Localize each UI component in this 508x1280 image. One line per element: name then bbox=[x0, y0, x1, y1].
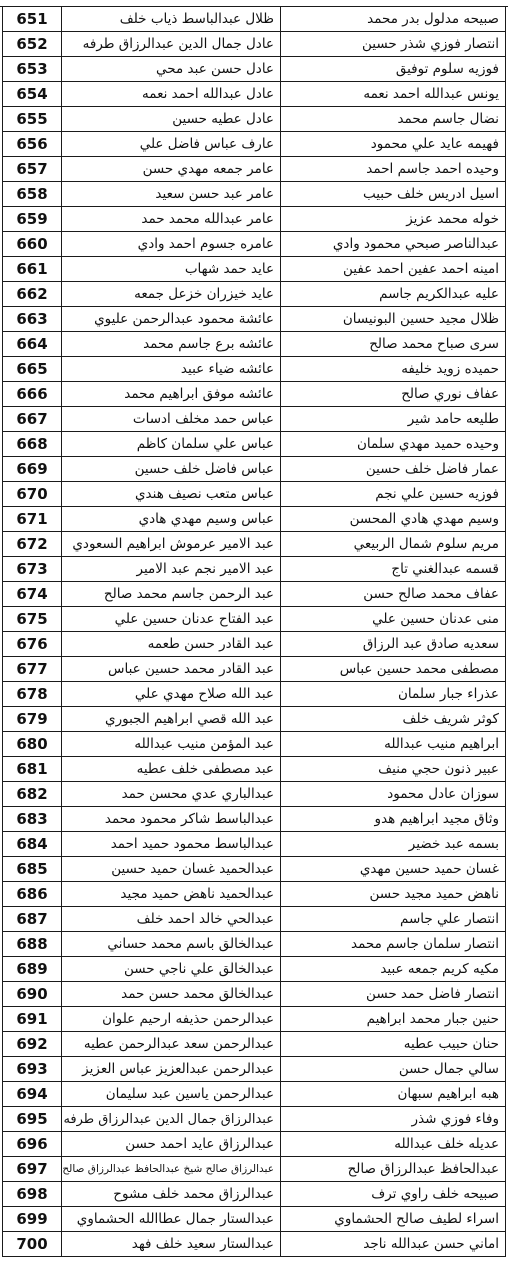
table-row bbox=[3, 182, 506, 207]
table-row bbox=[3, 57, 506, 82]
row-number: 652 bbox=[3, 32, 62, 57]
name-cell-right: سالي جمال حسن bbox=[281, 1057, 506, 1082]
row-number: 659 bbox=[3, 207, 62, 232]
name-cell-left: ظلال عبدالباسط ذياب خلف bbox=[62, 7, 281, 32]
name-cell-left: عادل جمال الدين عبدالرزاق طرفه bbox=[62, 32, 281, 57]
row-number: 663 bbox=[3, 307, 62, 332]
name-cell-right: سوزان عادل محمود bbox=[281, 782, 506, 807]
table-row bbox=[3, 732, 506, 757]
name-cell-right: حميده زويد خليفه bbox=[281, 357, 506, 382]
name-cell-right: هبه ابراهيم سبهان bbox=[281, 1082, 506, 1107]
row-number: 688 bbox=[3, 932, 62, 957]
name-cell-left: عبد الامير نجم عبد الامير bbox=[62, 557, 281, 582]
row-number: 658 bbox=[3, 182, 62, 207]
row-number: 698 bbox=[3, 1182, 62, 1207]
name-cell-left: عبدالرزاق جمال الدين عبدالرزاق طرفه bbox=[62, 1107, 281, 1132]
name-cell-left: عبدالرزاق محمد خلف مشوح bbox=[62, 1182, 281, 1207]
name-cell-left: عباس حمد مخلف ادسات bbox=[62, 407, 281, 432]
table-row bbox=[3, 832, 506, 857]
name-cell-right: اسراء لطيف صالح الحشماوي bbox=[281, 1207, 506, 1232]
name-cell-left: عبدالخالق باسم محمد حساني bbox=[62, 932, 281, 957]
table-row bbox=[3, 682, 506, 707]
name-cell-left: عبدالخالق محمد حسن حمد bbox=[62, 982, 281, 1007]
row-number: 683 bbox=[3, 807, 62, 832]
table-row bbox=[3, 707, 506, 732]
row-number: 700 bbox=[3, 1232, 62, 1257]
row-number: 682 bbox=[3, 782, 62, 807]
name-cell-left: عبدالرحمن عبدالعزيز عباس العزيز bbox=[62, 1057, 281, 1082]
name-cell-right: قسمه عبدالغني تاج bbox=[281, 557, 506, 582]
name-cell-right: عذراء جبار سلمان bbox=[281, 682, 506, 707]
row-number: 676 bbox=[3, 632, 62, 657]
name-cell-right: سعديه صادق عبد الرزاق bbox=[281, 632, 506, 657]
name-cell-left: عبدالرزاق عايد احمد حسن bbox=[62, 1132, 281, 1157]
row-number: 695 bbox=[3, 1107, 62, 1132]
row-number: 662 bbox=[3, 282, 62, 307]
table-row bbox=[3, 382, 506, 407]
name-cell-right: صبيحه مدلول بدر محمد bbox=[281, 7, 506, 32]
name-cell-right: عفاف محمد صالح حسن bbox=[281, 582, 506, 607]
name-cell-right: عديله خلف عبدالله bbox=[281, 1132, 506, 1157]
table-row bbox=[3, 507, 506, 532]
name-cell-right: اماني حسن عبدالله ناجد bbox=[281, 1232, 506, 1257]
row-number: 677 bbox=[3, 657, 62, 682]
name-cell-right: فهيمه عايد علي محمود bbox=[281, 132, 506, 157]
name-cell-left: عبدالرحمن حذيفه ارحيم علوان bbox=[62, 1007, 281, 1032]
name-cell-right: فوزيه سلوم توفيق bbox=[281, 57, 506, 82]
table-row bbox=[3, 532, 506, 557]
name-cell-right: وحيده احمد جاسم احمد bbox=[281, 157, 506, 182]
name-cell-right: يونس عبدالله احمد نعمه bbox=[281, 82, 506, 107]
row-number: 665 bbox=[3, 357, 62, 382]
name-cell-right: نضال جاسم محمد bbox=[281, 107, 506, 132]
table-row bbox=[3, 357, 506, 382]
table-row bbox=[3, 607, 506, 632]
name-cell-left: عائشه ضياء عبيد bbox=[62, 357, 281, 382]
name-cell-right: خوله محمد عزيز bbox=[281, 207, 506, 232]
name-cell-left: عبد المؤمن منيب عبدالله bbox=[62, 732, 281, 757]
name-cell-left: عارف عباس فاضل علي bbox=[62, 132, 281, 157]
table-row bbox=[3, 1082, 506, 1107]
name-cell-left: عامره جسوم احمد وادي bbox=[62, 232, 281, 257]
row-number: 661 bbox=[3, 257, 62, 282]
name-cell-right: عفاف نوري صالح bbox=[281, 382, 506, 407]
row-number: 670 bbox=[3, 482, 62, 507]
name-cell-right: عبير ذنون حجي منيف bbox=[281, 757, 506, 782]
name-cell-right: وفاء فوزي شذر bbox=[281, 1107, 506, 1132]
row-number: 694 bbox=[3, 1082, 62, 1107]
row-number: 693 bbox=[3, 1057, 62, 1082]
name-cell-left: عبد الفتاح عدنان حسين علي bbox=[62, 607, 281, 632]
row-number: 687 bbox=[3, 907, 62, 932]
name-cell-right: صبيحه خلف راوي ترف bbox=[281, 1182, 506, 1207]
names-table-body bbox=[3, 7, 506, 1257]
row-number: 690 bbox=[3, 982, 62, 1007]
table-row bbox=[3, 207, 506, 232]
row-number: 667 bbox=[3, 407, 62, 432]
table-row bbox=[3, 557, 506, 582]
table-row bbox=[3, 632, 506, 657]
name-cell-right: غسان حميد حسين مهدي bbox=[281, 857, 506, 882]
name-cell-left: عبدالباسط محمود حميد احمد bbox=[62, 832, 281, 857]
row-number: 679 bbox=[3, 707, 62, 732]
row-number: 669 bbox=[3, 457, 62, 482]
table-row bbox=[3, 982, 506, 1007]
name-cell-left: عبدالباسط شاكر محمود محمد bbox=[62, 807, 281, 832]
name-cell-right: مكيه كريم جمعه عبيد bbox=[281, 957, 506, 982]
name-cell-left: عبدالخالق علي ناجي حسن bbox=[62, 957, 281, 982]
table-row bbox=[3, 807, 506, 832]
name-cell-left: عامر جمعه مهدي حسن bbox=[62, 157, 281, 182]
row-number: 664 bbox=[3, 332, 62, 357]
name-cell-left: عبد مصطفى خلف عطيه bbox=[62, 757, 281, 782]
table-row bbox=[3, 1057, 506, 1082]
name-cell-left: عبدالستار جمال عطاالله الحشماوي bbox=[62, 1207, 281, 1232]
row-number: 660 bbox=[3, 232, 62, 257]
table-row bbox=[3, 582, 506, 607]
row-number: 681 bbox=[3, 757, 62, 782]
name-cell-left: عايد خيزران خزعل جمعه bbox=[62, 282, 281, 307]
table-row bbox=[3, 232, 506, 257]
table-row bbox=[3, 1232, 506, 1257]
table-row bbox=[3, 457, 506, 482]
row-number: 653 bbox=[3, 57, 62, 82]
row-number: 692 bbox=[3, 1032, 62, 1057]
table-row bbox=[3, 407, 506, 432]
name-cell-left: عباس فاضل خلف حسين bbox=[62, 457, 281, 482]
name-cell-right: عبدالحافظ عبدالرزاق صالح bbox=[281, 1157, 506, 1182]
table-row bbox=[3, 882, 506, 907]
row-number: 651 bbox=[3, 7, 62, 32]
row-number: 684 bbox=[3, 832, 62, 857]
name-cell-left: عائشه موفق ابراهيم محمد bbox=[62, 382, 281, 407]
row-number: 697 bbox=[3, 1157, 62, 1182]
table-row bbox=[3, 957, 506, 982]
row-number: 675 bbox=[3, 607, 62, 632]
name-cell-left: عبدالحميد غسان حميد حسين bbox=[62, 857, 281, 882]
name-cell-left: عباس وسيم مهدي هادي bbox=[62, 507, 281, 532]
name-cell-left: عبدالرحمن سعد عبدالرحمن عطيه bbox=[62, 1032, 281, 1057]
name-cell-left: عبد الرحمن جاسم محمد صالح bbox=[62, 582, 281, 607]
name-cell-left: عبد القادر حسن طعمه bbox=[62, 632, 281, 657]
row-number: 656 bbox=[3, 132, 62, 157]
table-row bbox=[3, 32, 506, 57]
name-cell-left: عامر عبدالله محمد حمد bbox=[62, 207, 281, 232]
name-cell-right: سرى صباح محمد صالح bbox=[281, 332, 506, 357]
row-number: 657 bbox=[3, 157, 62, 182]
table-row bbox=[3, 1007, 506, 1032]
name-cell-right: ظلال مجيد حسين البونيسان bbox=[281, 307, 506, 332]
name-cell-left: عائشه برع جاسم محمد bbox=[62, 332, 281, 357]
name-cell-left: عبد الله قصي ابراهيم الجبوري bbox=[62, 707, 281, 732]
name-cell-left: عامر عبد حسن سعيد bbox=[62, 182, 281, 207]
name-cell-right: كوثر شريف خلف bbox=[281, 707, 506, 732]
name-cell-right: انتصار فوزي شذر حسين bbox=[281, 32, 506, 57]
name-cell-left: عبدالستار سعيد خلف فهد bbox=[62, 1232, 281, 1257]
row-number: 654 bbox=[3, 82, 62, 107]
row-number: 680 bbox=[3, 732, 62, 757]
name-cell-right: اسيل ادريس خلف حبيب bbox=[281, 182, 506, 207]
table-row bbox=[3, 907, 506, 932]
name-cell-left: عادل عطيه حسين bbox=[62, 107, 281, 132]
table-row bbox=[3, 1107, 506, 1132]
row-number: 673 bbox=[3, 557, 62, 582]
name-cell-right: وحيده حميد مهدي سلمان bbox=[281, 432, 506, 457]
name-cell-right: منى عدنان حسين علي bbox=[281, 607, 506, 632]
names-table bbox=[2, 6, 506, 1257]
name-cell-left: عبدالباري عدي محسن حمد bbox=[62, 782, 281, 807]
table-row bbox=[3, 7, 506, 32]
name-cell-left: عايد حمد شهاب bbox=[62, 257, 281, 282]
name-cell-right: عمار فاضل خلف حسين bbox=[281, 457, 506, 482]
row-number: 685 bbox=[3, 857, 62, 882]
table-row bbox=[3, 332, 506, 357]
name-cell-left: عباس متعب نصيف هندي bbox=[62, 482, 281, 507]
name-cell-right: طليعه حامد شير bbox=[281, 407, 506, 432]
table-row bbox=[3, 282, 506, 307]
name-cell-right: امينه احمد عفين احمد عفين bbox=[281, 257, 506, 282]
row-number: 696 bbox=[3, 1132, 62, 1157]
name-cell-right: مصطفى محمد حسين عباس bbox=[281, 657, 506, 682]
name-cell-right: عبدالناصر صبحي محمود وادي bbox=[281, 232, 506, 257]
table-row bbox=[3, 932, 506, 957]
row-number: 674 bbox=[3, 582, 62, 607]
name-cell-left: عادل حسن عبد محي bbox=[62, 57, 281, 82]
table-row bbox=[3, 107, 506, 132]
table-row bbox=[3, 132, 506, 157]
name-cell-left: عبدالرحمن ياسين عبد سليمان bbox=[62, 1082, 281, 1107]
name-cell-left: عبدالحميد ناهض حميد مجيد bbox=[62, 882, 281, 907]
row-number: 678 bbox=[3, 682, 62, 707]
row-number: 699 bbox=[3, 1207, 62, 1232]
name-cell-right: انتصار سلمان جاسم محمد bbox=[281, 932, 506, 957]
table-row bbox=[3, 307, 506, 332]
table-row bbox=[3, 1182, 506, 1207]
name-cell-left: عبد الامير عرموش ابراهيم السعودي bbox=[62, 532, 281, 557]
table-row bbox=[3, 757, 506, 782]
row-number: 686 bbox=[3, 882, 62, 907]
table-row bbox=[3, 482, 506, 507]
table-row bbox=[3, 82, 506, 107]
table-row bbox=[3, 1132, 506, 1157]
row-number: 668 bbox=[3, 432, 62, 457]
table-row bbox=[3, 1032, 506, 1057]
name-cell-left: عبدالرزاق صالح شيخ عبدالحافظ عبدالرزاق صالح bbox=[62, 1157, 281, 1182]
name-cell-left: عادل عبدالله احمد نعمه bbox=[62, 82, 281, 107]
row-number: 672 bbox=[3, 532, 62, 557]
row-number: 655 bbox=[3, 107, 62, 132]
table-row bbox=[3, 257, 506, 282]
row-number: 666 bbox=[3, 382, 62, 407]
name-cell-left: عبد الله صلاح مهدي علي bbox=[62, 682, 281, 707]
table-row bbox=[3, 157, 506, 182]
table-row bbox=[3, 432, 506, 457]
table-row bbox=[3, 657, 506, 682]
name-cell-left: عبدالحي خالد احمد خلف bbox=[62, 907, 281, 932]
table-row bbox=[3, 782, 506, 807]
name-cell-right: عليه عبدالكريم جاسم bbox=[281, 282, 506, 307]
name-cell-right: مريم سلوم شمال الربيعي bbox=[281, 532, 506, 557]
name-cell-right: ناهض حميد مجيد حسن bbox=[281, 882, 506, 907]
table-row bbox=[3, 1207, 506, 1232]
name-cell-right: وسيم مهدي هادي المحسن bbox=[281, 507, 506, 532]
table-row bbox=[3, 857, 506, 882]
name-cell-left: عائشة محمود عبدالرحمن عليوي bbox=[62, 307, 281, 332]
name-cell-right: بسمه عبد خضير bbox=[281, 832, 506, 857]
name-cell-right: انتصار فاضل حمد حسن bbox=[281, 982, 506, 1007]
name-cell-right: وثاق مجيد ابراهيم هدو bbox=[281, 807, 506, 832]
name-cell-right: حنين جبار محمد ابراهيم bbox=[281, 1007, 506, 1032]
name-cell-right: ابراهيم منيب عبدالله bbox=[281, 732, 506, 757]
name-cell-right: حنان حبيب عطيه bbox=[281, 1032, 506, 1057]
row-number: 671 bbox=[3, 507, 62, 532]
name-cell-right: فوزيه حسين علي نجم bbox=[281, 482, 506, 507]
name-cell-left: عبد القادر محمد حسين عباس bbox=[62, 657, 281, 682]
row-number: 691 bbox=[3, 1007, 62, 1032]
row-number: 689 bbox=[3, 957, 62, 982]
table-row bbox=[3, 1157, 506, 1182]
name-cell-left: عباس علي سلمان كاظم bbox=[62, 432, 281, 457]
name-cell-right: انتصار علي جاسم bbox=[281, 907, 506, 932]
